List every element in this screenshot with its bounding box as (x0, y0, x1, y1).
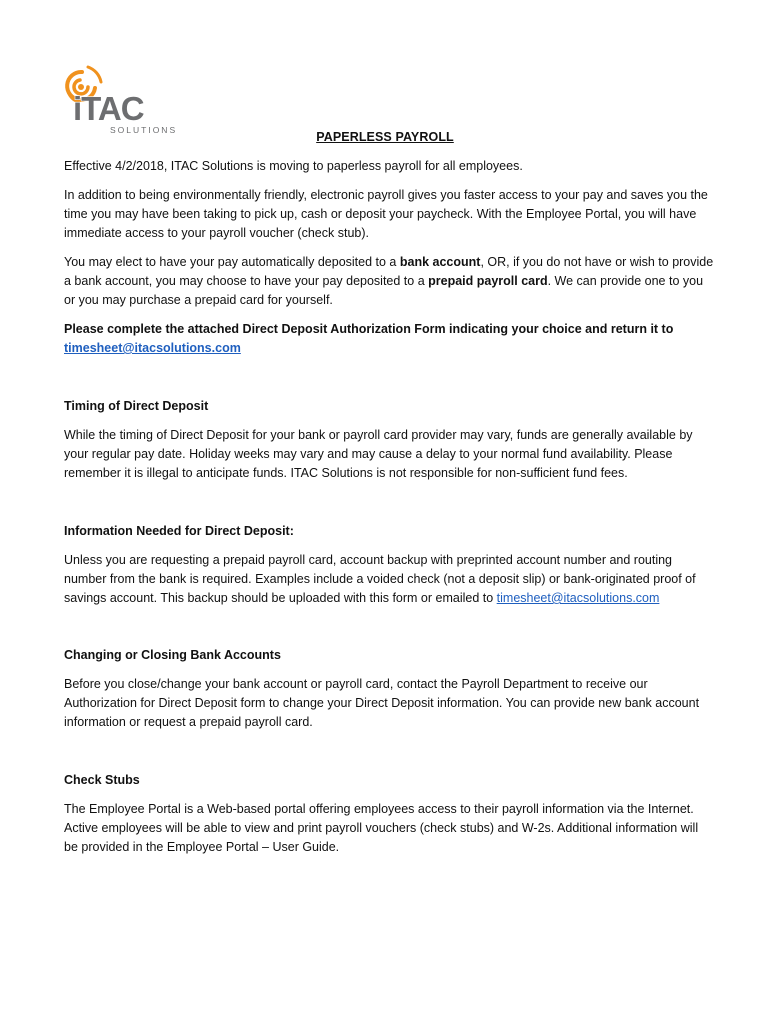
logo-subtitle: SOLUTIONS (110, 125, 178, 135)
check-stubs-paragraph: The Employee Portal is a Web-based portal offering employees access to their payroll information via the Internet. Active employees will be able to view and print payroll vouchers (check stubs) and W-2s. Additional information will be provided in the Employee Portal – User Guide. (64, 802, 699, 854)
section-heading-information-needed: Information Needed for Direct Deposit: (64, 524, 294, 538)
section-heading-check-stubs: Check Stubs (64, 773, 140, 787)
section-heading-changing-accounts: Changing or Closing Bank Accounts (64, 648, 281, 662)
section-heading-timing: Timing of Direct Deposit (64, 399, 209, 413)
timesheet-email-link-2[interactable]: timesheet@itacsolutions.com (496, 591, 660, 605)
complete-form-instruction: Please complete the attached Direct Deposit Authorization Form indicating your choice and return it to timesheet@itacsolutions.com (64, 322, 674, 355)
document-title: PAPERLESS PAYROLL (316, 130, 454, 144)
information-needed-paragraph: Unless you are requesting a prepaid payroll card, account backup with preprinted account number and routing number from the bank is required. Examples include a voided check (not a deposit slip) or bank-originated proof of savings account. This backup should be uploaded with this form or emailed to timesheet@itacsolutions.com (64, 553, 696, 605)
timing-paragraph: While the timing of Direct Deposit for your bank or payroll card provider may vary, funds are generally available by your regular pay date. Holiday weeks may vary and may cause a delay to your normal fund availability. Please remember it is illegal to anticipate funds. ITAC Solutions is not responsible for non-sufficient fund fees. (64, 428, 693, 480)
effective-date-paragraph: Effective 4/2/2018, ITAC Solutions is moving to paperless payroll for all employees. (64, 159, 523, 173)
changing-accounts-paragraph: Before you close/change your bank account or payroll card, contact the Payroll Department to receive our Authorization for Direct Deposit form to change your Direct Deposit information. You can provide new bank account information or request a prepaid payroll card. (64, 677, 700, 729)
bank-account-emphasis: bank account (399, 255, 481, 269)
intro-paragraph: In addition to being environmentally friendly, electronic payroll gives you faster access to your pay and saves you the time you may have been taking to pick up, cash or deposit your paycheck. With the Employee Portal, you will have immediate access to your payroll voucher (check stub). (64, 188, 708, 240)
logo-wordmark: iTAC (73, 90, 144, 127)
timesheet-email-link[interactable]: timesheet@itacsolutions.com (64, 341, 241, 355)
prepaid-card-emphasis: prepaid payroll card (428, 274, 548, 288)
itac-solutions-logo (58, 62, 188, 138)
pay-options-paragraph: You may elect to have your pay automatically deposited to a bank account, OR, if you do not have or wish to provide a bank account, you may choose to have your pay deposited to a prepaid payroll card. We can provide one to you or you may purchase a prepaid card for yourself. (64, 255, 714, 307)
